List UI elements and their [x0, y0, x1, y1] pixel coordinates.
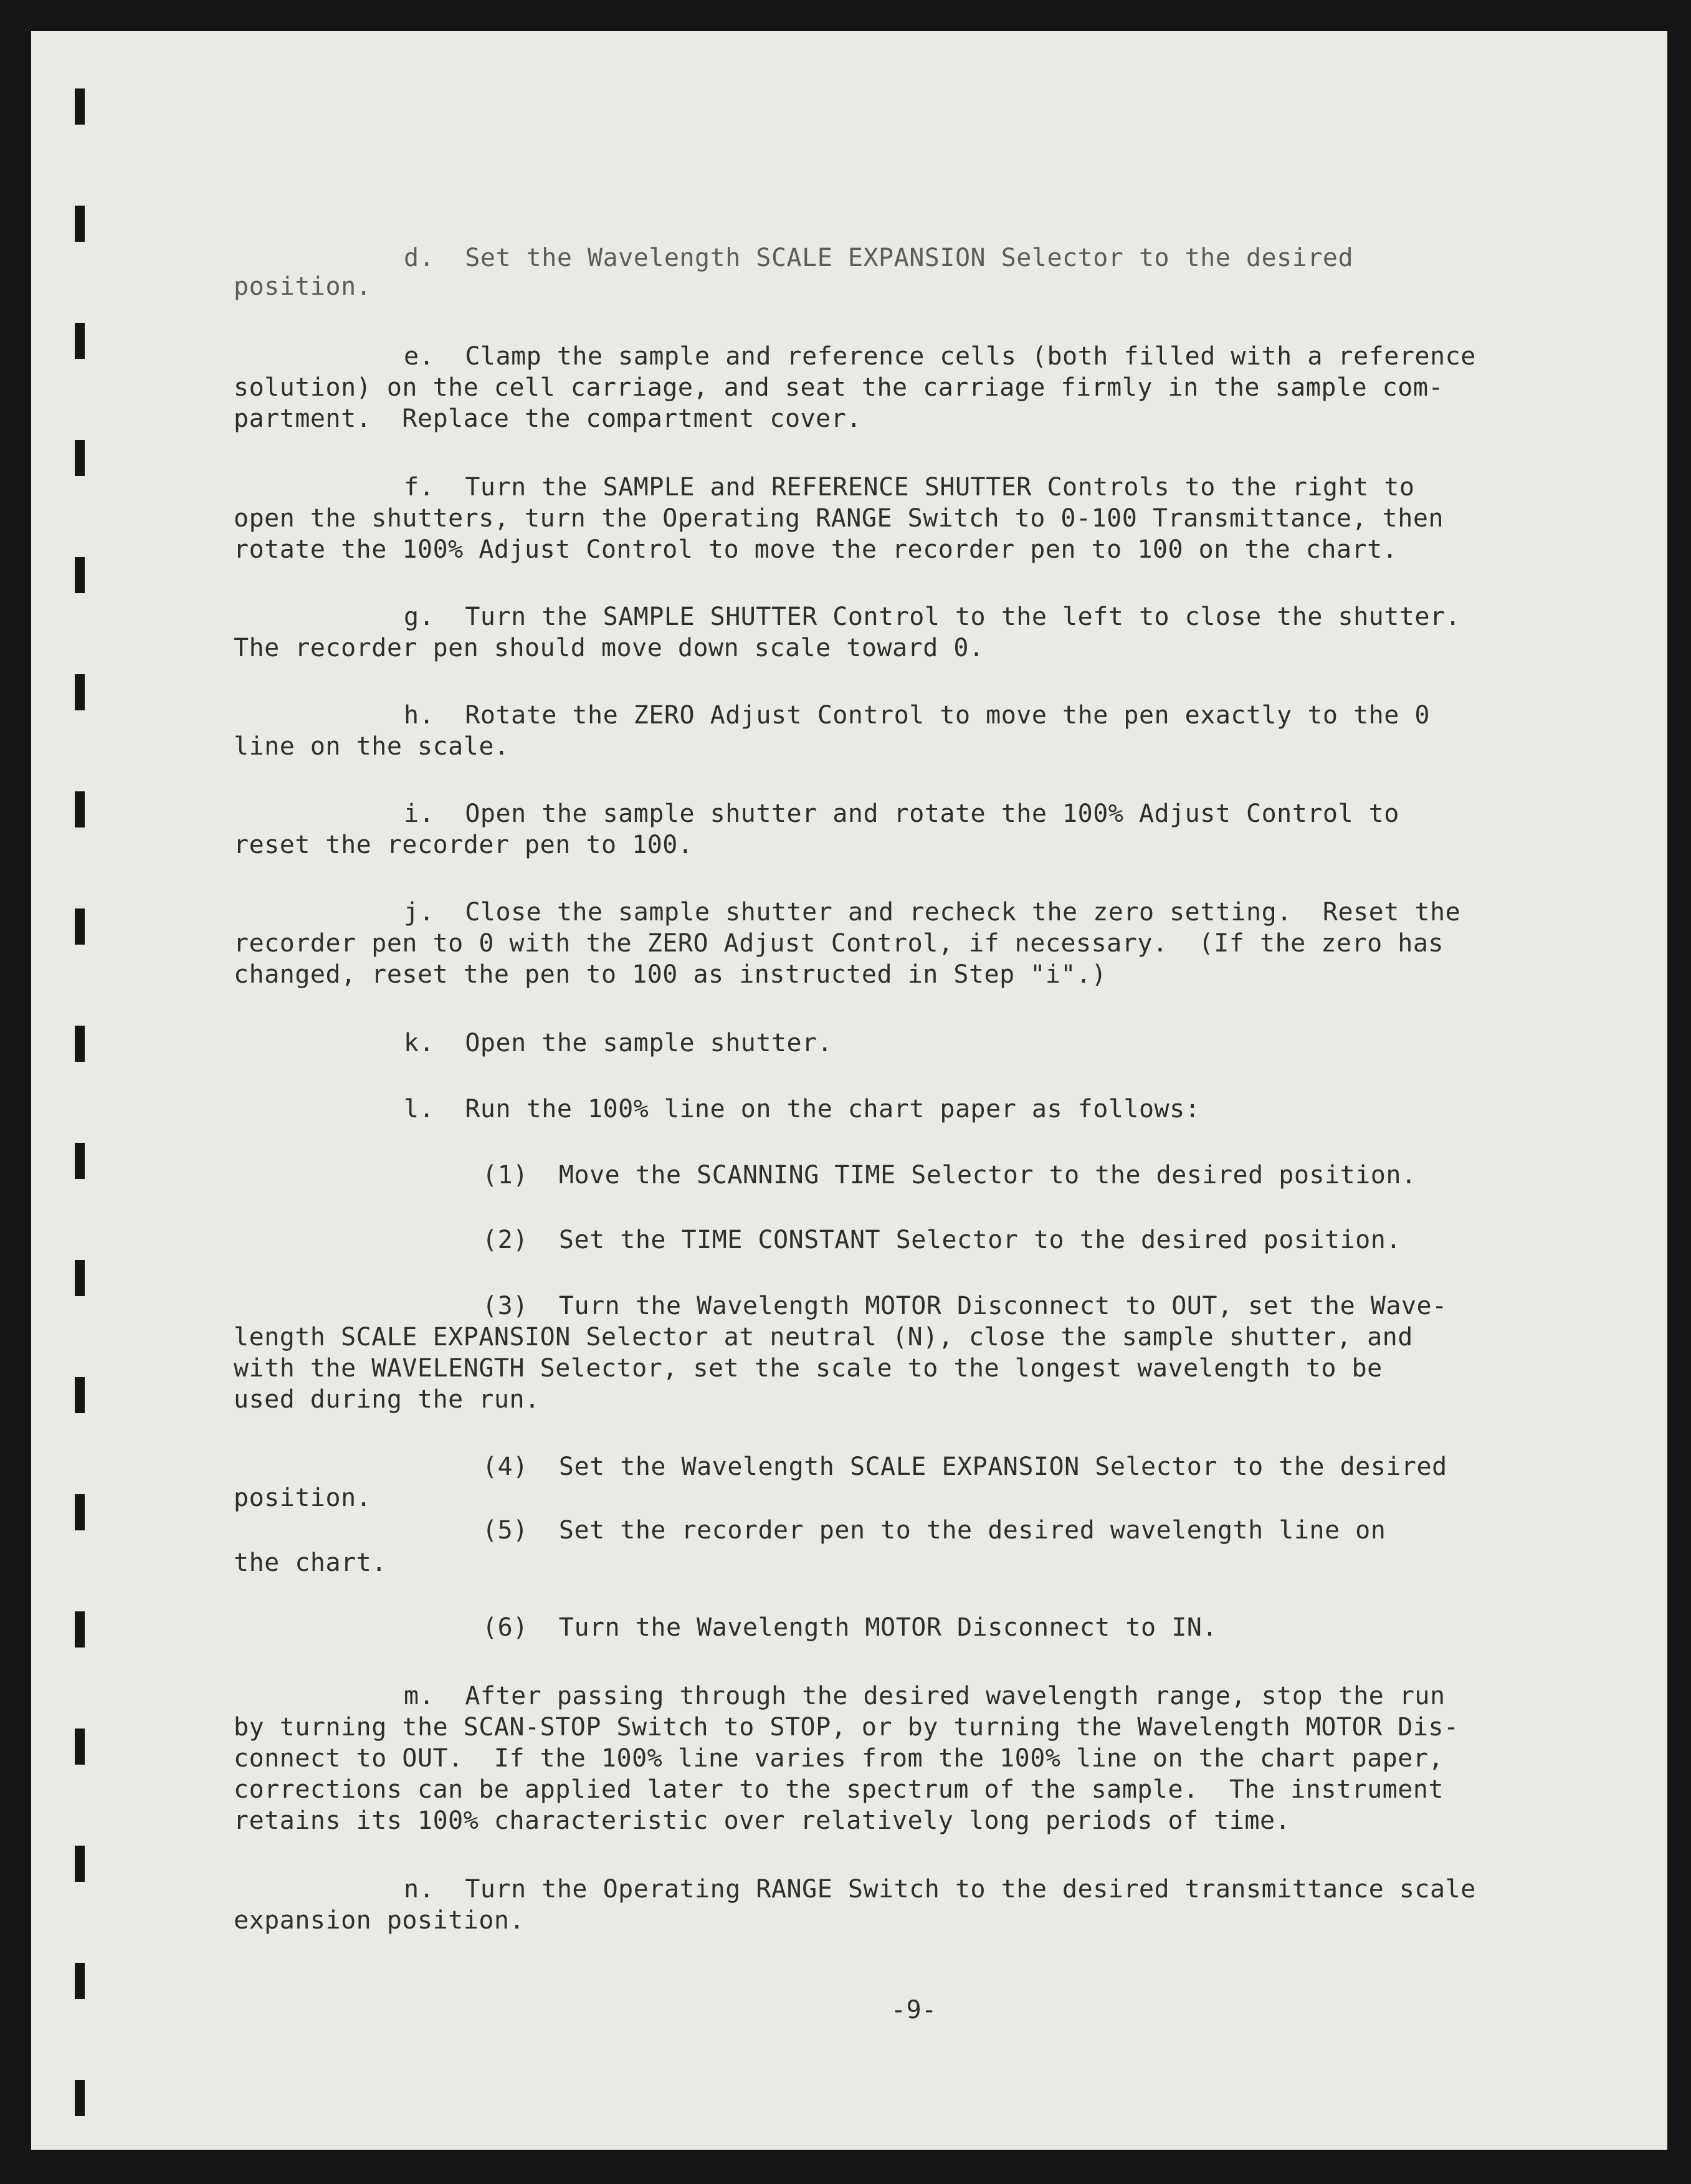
step-e-line-3: partment. Replace the compartment cover. [234, 404, 862, 433]
binding-hole [75, 206, 85, 242]
binding-hole [75, 674, 85, 710]
substep-6-line-1: (6) Turn the Wavelength MOTOR Disconnect to IN. [482, 1613, 1217, 1642]
binding-hole [75, 323, 85, 359]
step-i-line-1: i. Open the sample shutter and rotate the 100% Adjust Control to [404, 799, 1399, 828]
step-m-line-5: retains its 100% characteristic over relatively long periods of time. [234, 1806, 1291, 1835]
binding-hole [75, 557, 85, 593]
step-g-line-1: g. Turn the SAMPLE SHUTTER Control to the left to close the shutter. [404, 603, 1461, 631]
binding-hole [75, 1377, 85, 1413]
binding-hole [75, 1846, 85, 1882]
binding-hole [75, 1260, 85, 1296]
step-j-line-2: recorder pen to 0 with the ZERO Adjust Control, if necessary. (If the zero has [234, 929, 1444, 958]
substep-2-line-1: (2) Set the TIME CONSTANT Selector to the desired position. [482, 1226, 1401, 1254]
binding-hole [75, 1963, 85, 1999]
step-h-line-2: line on the scale. [234, 732, 510, 761]
step-m-line-2: by turning the SCAN-STOP Switch to STOP, or by turning the Wavelength MOTOR Dis- [234, 1713, 1459, 1742]
binding-hole [75, 1026, 85, 1062]
substep-4-line-1: (4) Set the Wavelength SCALE EXPANSION Selector to the desired [482, 1452, 1447, 1481]
binding-hole [75, 440, 85, 476]
document-page [31, 31, 1667, 2150]
binding-hole [75, 1494, 85, 1530]
step-j-line-1: j. Close the sample shutter and recheck the zero setting. Reset the [404, 898, 1461, 927]
substep-3-line-1: (3) Turn the Wavelength MOTOR Disconnect to OUT, set the Wave- [482, 1292, 1447, 1320]
step-m-line-1: m. After passing through the desired wavelength range, stop the run [404, 1682, 1446, 1710]
step-f-line-1: f. Turn the SAMPLE and REFERENCE SHUTTER Controls to the right to [404, 473, 1415, 502]
substep-3-line-3: with the WAVELENGTH Selector, set the scale to the longest wavelength to be [234, 1354, 1383, 1383]
step-e-line-2: solution) on the cell carriage, and seat the carriage firmly in the sample com- [234, 373, 1444, 402]
step-m-line-3: connect to OUT. If the 100% line varies from the 100% line on the chart paper, [234, 1744, 1444, 1773]
step-h-line-1: h. Rotate the ZERO Adjust Control to move the pen exactly to the 0 [404, 701, 1430, 730]
substep-3-line-2: length SCALE EXPANSION Selector at neutral (N), close the sample shutter, and [234, 1323, 1413, 1352]
step-i-line-2: reset the recorder pen to 100. [234, 831, 693, 859]
page-number: -9- [891, 1996, 937, 2024]
binding-hole [75, 88, 85, 125]
substep-5-line-1: (5) Set the recorder pen to the desired wavelength line on [482, 1516, 1386, 1545]
step-f-line-2: open the shutters, turn the Operating RANGE Switch to 0-100 Transmittance, then [234, 504, 1444, 533]
binding-hole [75, 2080, 85, 2116]
step-m-line-4: corrections can be applied later to the spectrum of the sample. The instrument [234, 1775, 1444, 1804]
step-e-line-1: e. Clamp the sample and reference cells (both filled with a reference [404, 342, 1476, 371]
step-g-line-2: The recorder pen should move down scale toward 0. [234, 634, 984, 662]
step-f-line-3: rotate the 100% Adjust Control to move the recorder pen to 100 on the chart. [234, 535, 1398, 564]
step-n-line-2: expansion position. [234, 1906, 525, 1935]
binding-hole [75, 791, 85, 827]
step-j-line-3: changed, reset the pen to 100 as instructed in Step "i".) [234, 960, 1107, 989]
substep-4-line-2: position. [234, 1484, 372, 1512]
binding-hole [75, 1611, 85, 1648]
substep-5-line-2: the chart. [234, 1548, 387, 1577]
step-d-line-1: d. Set the Wavelength SCALE EXPANSION Selector to the desired [404, 244, 1354, 272]
step-d-line-2: position. [234, 272, 372, 301]
binding-hole [75, 1729, 85, 1765]
step-l-line-1: l. Run the 100% line on the chart paper as follows: [404, 1095, 1201, 1123]
step-k-line-1: k. Open the sample shutter. [404, 1029, 833, 1057]
substep-1-line-1: (1) Move the SCANNING TIME Selector to the desired position. [482, 1161, 1417, 1190]
binding-hole [75, 1143, 85, 1179]
step-n-line-1: n. Turn the Operating RANGE Switch to the desired transmittance scale [404, 1875, 1476, 1904]
binding-hole [75, 908, 85, 945]
substep-3-line-4: used during the run. [234, 1385, 540, 1414]
